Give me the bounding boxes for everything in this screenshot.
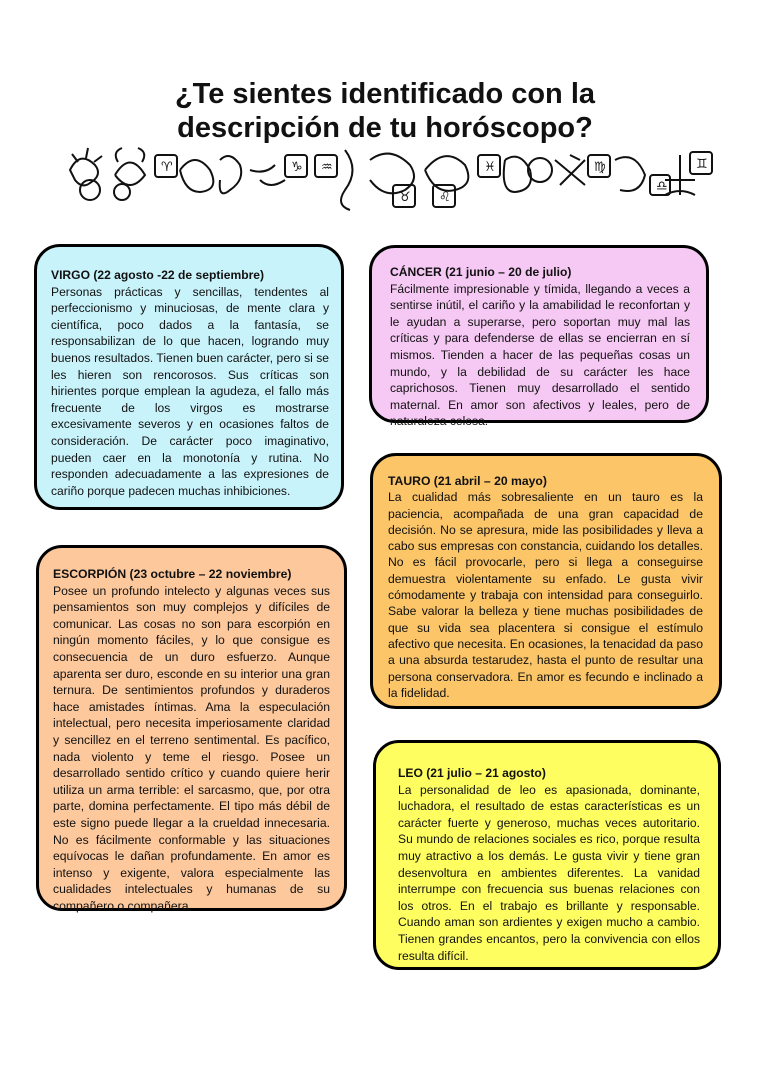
cancer-heading: CÁNCER (21 junio – 20 de julio) bbox=[390, 265, 572, 279]
tauro-text: La cualidad más sobresaliente en un tauro es la paciencia, acompañada de una gran capacidad de decisión. No se apresura, mide las posibilidades y lleva a cabo sus empresas con constancia, cuidando los detalles. No es fácil provocarle, pero si llega a conseguirse demuestra violentamente su enfado. Le gusta vivir cómodamente y trabaja con intensidad para conseguirlo. Sabe valorar la belleza y tiene muchas posibilidades de que su vida sea placentera si consigue el estímulo afectivo que necesita. En ocasiones, la tenacidad da paso a una absurda testarudez, hasta el punto de resultar una persona conservadora. En amor es fecundo e inclinado a la fidelidad. bbox=[388, 490, 703, 700]
zodiac-banner bbox=[60, 140, 708, 210]
cancer-text: Fácilmente impresionable y tímida, llegando a veces a sentirse inútil, el cariño y la amabilidad le reconfortan y le ayudan a superarse, pero soportan muy mal las críticas y para defenderse de ellas se encierran en sí mismos. Tienden a hacer de las pequeñas cosas un mundo, y la debilidad de su carácter les hace caprichosos. Tienen muy desarrollado el sentido maternal. En amor son afectivos y leales, pero de naturaleza celosa. bbox=[390, 281, 690, 429]
virgo-heading: VIRGO (22 agosto -22 de septiembre) bbox=[51, 268, 265, 282]
virgo-card bbox=[34, 244, 344, 510]
aries-glyph: ♈ bbox=[161, 160, 173, 175]
libra-glyph: ♎ bbox=[656, 179, 668, 194]
virgo-glyph: ♍ bbox=[594, 160, 606, 175]
zodiac-illustrations bbox=[60, 140, 708, 210]
leo-glyph: ♌ bbox=[439, 190, 451, 205]
tauro-card bbox=[370, 453, 722, 709]
cancer-card bbox=[369, 245, 709, 429]
tauro-heading: TAURO (21 abril – 20 mayo) bbox=[388, 474, 547, 488]
escorpion-heading: ESCORPIÓN (23 octubre – 22 noviembre) bbox=[53, 567, 292, 581]
taurus-glyph: ♉ bbox=[399, 190, 411, 205]
leo-text: La personalidad de leo es apasionada, dominante, luchadora, el resultado de estas características es un carácter fuerte y generoso, muchas veces autoritario. Su mundo de relaciones sociales es rico, porque resulta muy atractivo a los demás. Le gusta vivir y tiene gran desenvoltura en ambientes diferentes. La vanidad interrumpe con frecuencia sus buenas relaciones con los otros. En el trabajo es brillante y responsable. Cuando aman son ardientes y exigen mucho a cambio. Tienen grandes encantos, pero la convivencia con ellos resulta difícil. bbox=[398, 782, 700, 963]
capricorn-glyph: ♑ bbox=[291, 160, 303, 175]
leo-card bbox=[373, 740, 721, 970]
pisces-glyph: ♓ bbox=[484, 160, 496, 175]
gemini-glyph: ♊ bbox=[696, 157, 708, 172]
leo-icon bbox=[70, 148, 102, 200]
taurus-icon bbox=[114, 148, 145, 200]
aquarius-icon bbox=[315, 150, 353, 210]
leo-heading: LEO (21 julio – 21 agosto) bbox=[398, 766, 546, 780]
page-title: ¿Te sientes identificado con la descripción de tu horóscopo? bbox=[174, 78, 596, 145]
aquarius-glyph: ♒ bbox=[321, 160, 333, 175]
escorpion-text: Posee un profundo intelecto y algunas veces sus pensamientos son muy complejos y difíciles de comunicar. Las cosas no son para escorpión en ningún momento fáciles, y lo que consigue es consecuencia de un duro esfuerzo. Aunque aparenta ser duro, esconde en su interior una gran ternura. De sentimientos profundos y duraderos hace amistades íntimas. Ama la especulación intelectual, pero necesita imperiosamente claridad y sencillez en el terreno sentimental. Es pacífico, nada violento y teme el riesgo. Posee un desarrollado sentido crítico y cuando quiere herir utiliza un arma terrible: el sarcasmo, que, por otra parte, domina perfectamente. El tipo más débil de este signo puede llegar a la crueldad innecesaria. No es fácilmente conformable y las situaciones equívocas le dañan profundamente. En amor es intenso y exigente, valora especialmente las cualidades intelectuales y humanas de su compañero o compañera. bbox=[53, 583, 330, 913]
escorpion-card bbox=[36, 545, 347, 911]
virgo-text: Personas prácticas y sencillas, tendentes al perfeccionismo y minuciosas, de mente clara y científica, poco dados a la fantasía, se responsabilizan de lo que hacen, logrando muy buenos resultados. Tienen buen carácter, pero si se les hieren son rencorosos. Sus críticas son hirientes porque emplean la agudeza, el fallo más frecuente de los virgos es mostrarse excesivamente severos y en ocasiones faltos de consideración. De carácter poco imaginativo, pueden caer en la monotonía y rutina. No responden adecuadamente a las expresiones de cariño porque padecen muchas inhibiciones. bbox=[51, 284, 329, 498]
